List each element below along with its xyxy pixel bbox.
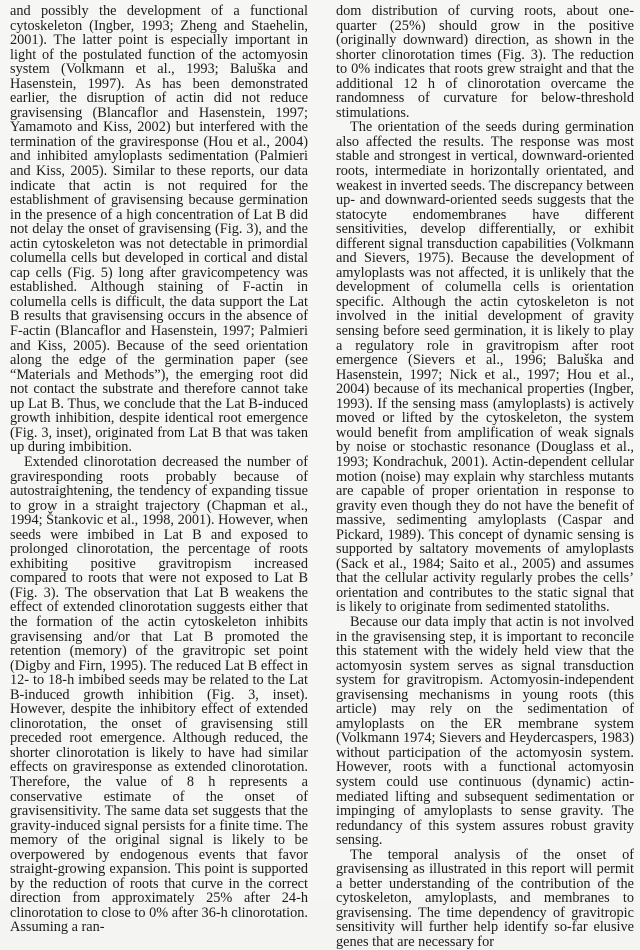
paragraph: Extended clinorotation decreased the number of graviresponding roots probably because of autostraightening, the tendency of expanding tissue to grow in a straight trajectory (Chapman et al., 1994; Štankovic et al., 1998, 2001). However, when seeds were imbibed in Lat B and exposed to prolonged clinorotation, the percentage of roots exhibiting positive gravitropism increased compared to roots that were not exposed to Lat B (Fig. 3). The observation that Lat B weakens the effect of extended clinorotation suggests either that the formation of the actin cytoskeleton inhibits gravisensing and/or that Lat B promoted the retention (memory) of the gravitropic set point (Digby and Firn, 1995). The reduced Lat B effect in 12- to 18-h imbibed seeds may be related to the Lat B-induced growth inhibition (Fig. 3, inset). However, despite the inhibitory effect of extended clinorotation, the onset of gravisensing still preceded root emergence. Although reduced, the shorter clinorotation is likely to have had similar effects on graviresponse as extended clinorotation. Therefore, the value of 8 h represents a conservative estimate of the onset of gravisensitivity. The same data set suggests that the gravity-induced signal persists for a finite time. The memory of the original signal is likely to be overpowered by endogenous events that favor straight-growing expansion. This point is supported by the reduction of roots that curve in the correct direction from approximately 25% after 24-h clinorotation to close to 0% after 36-h clinorotation. Assuming a ran- [10,453,309,936]
paragraph: and possibly the development of a functional cytoskeleton (Ingber, 1993; Zheng and Staehelin, 2001). The latter point is especially important in light of the postulated function of the actomyosin system (Volkmann et al., 1993; Baluška and Hasenstein, 1997). As has been demonstrated earlier, the disruption of actin did not reduce gravisensing (Blancaflor and Hasenstein, 1997; Yamamoto and Kiss, 2002) but interfered with the termination of the graviresponse (Hou et al., 2004) and inhibited amyloplasts sedimentation (Palmieri and Kiss, 2005). Similar to these reports, our data indicate that actin is not required for the establishment of gravisensing because germination in the presence of a high concentration of Lat B did not delay the onset of gravisensing (Fig. 3), and the actin cytoskeleton was not detectable in primordial columella cells but developed in cortical and distal cap cells (Fig. 5) long after gravicompetency was established. Although staining of F-actin in columella cells is difficult, the data support the Lat B results that gravisensing occurs in the absence of F-actin (Blancaflor and Hasenstein, 1997; Palmieri and Kiss, 2005). Because of the seed orientation along the edge of the germination paper (see “Materials and Methods”), the emerging root did not contact the substrate and therefore cannot take up Lat B. Thus, we conclude that the Lat B-induced growth inhibition, despite identical root emergence (Fig. 3, inset), originated from Lat B that was taken up during imbibition. [10,3,308,456]
paragraph: The orientation of the seeds during germination also affected the results. The response was most stable and strongest in vertical, downward-oriented roots, intermediate in horizontally orientated, and weakest in inverted seeds. The discrepancy between up- and downward-oriented seeds suggests that the statocyte endomembranes have different sensitivities, develop differentially, or exhibit different signal transduction capabilities (Volkmann and Sievers, 1975). Because the development of amyloplasts was not affected, it is unlikely that the development of columella cells is orientation specific. Although the actin cytoskeleton is not involved in the initial development of gravity sensing before seed germination, it is likely to play a regulatory role in gravitropism after root emergence (Sievers et al., 1996; Baluška and Hasenstein, 1997; Nick et al., 1997; Hou et al., 2004) because of its mechanical properties (Ingber, 1993). If the sensing mass (amyloplasts) is actively moved or lifted by the cytoskeleton, the system would benefit from amplification of weak signals by noise or stochastic resonance (Douglass et al., 1993; Kondrachuk, 2001). Actin-dependent cellular motion (noise) may explain why starchless mutants are capable of proper orientation in response to gravity even though they do not have the benefit of massive, sedimenting amyloplasts (Caspar and Pickard, 1989). This concept of dynamic sensing is supported by saltatory movements of amyloplasts (Sack et al., 1984; Saito et al., 2005) and assumes that the cellular activity regularly probes the cells’ orientation and contributes to the static signal that is likely to originate from sedimented statoliths. [336,119,634,616]
paragraph: Because our data imply that actin is not involved in the gravisensing step, it is important to reconcile this statement with the widely held view that the actomyosin system serves as signal transduction system for gravitropism. Actomyosin-independent gravisensing mechanisms in young roots (this article) may rely on the sedimentation of amyloplasts on the ER membrane system (Volkmann 1974; Sievers and Heydercaspers, 1983) without participation of the actomyosin system. However, roots with a functional actomyosin system could use continuous (dynamic) actin-mediated lifting and subsequent sedimentation or impinging of amyloplasts to sense gravity. The redundancy of this system assures robust gravity sensing. [336,613,634,849]
paragraph: The temporal analysis of the onset of gravisensing as illustrated in this report will permit a better understanding of the contribution of the cytoskeleton, amyloplasts, and membranes to gravisensing. The time dependency of gravitropic sensitivity will further help identify so-far elusive genes that are necessary for [336,846,634,950]
left-column [10,4,308,935]
paragraph: dom distribution of curving roots, about one-quarter (25%) should grow in the positive (originally downward) direction, as shown in the shorter clinorotation times (Fig. 3). The reduction to 0% indicates that roots grew straight and that the additional 12 h of clinorotation overcame the randomness of curvature for below-threshold stimulations. [336,3,634,121]
right-column [336,4,634,950]
